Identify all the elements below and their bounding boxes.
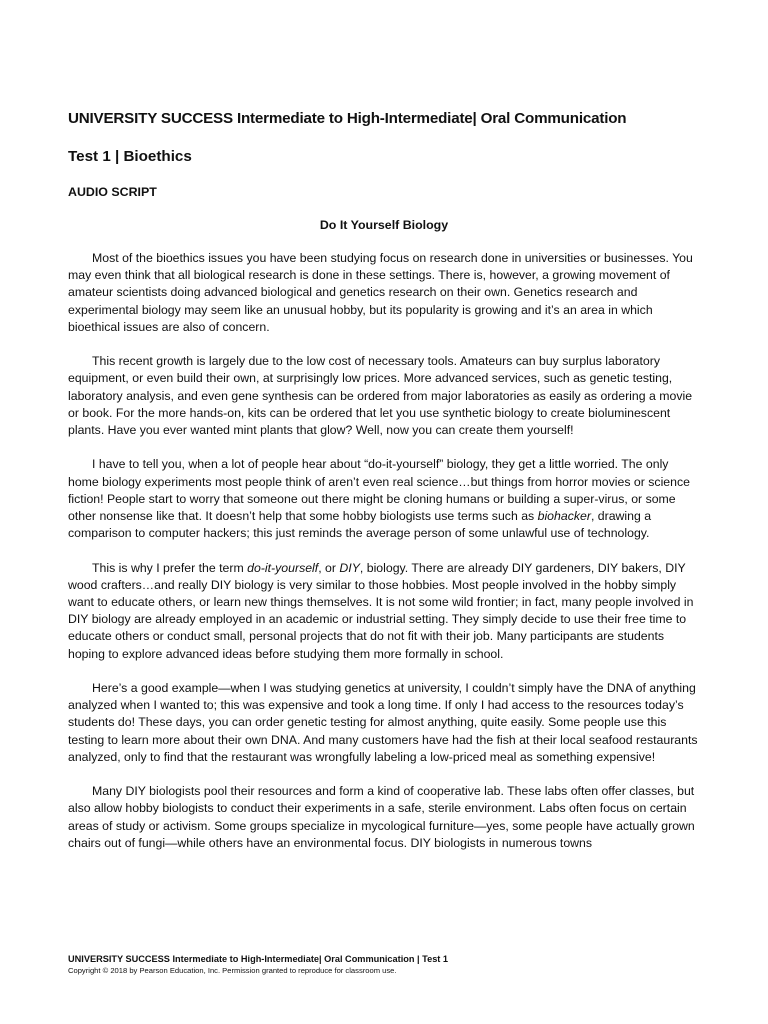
paragraph-text: Most of the bioethics issues you have been studying focus on research done in universities or businesses. You may even think that all biological research is done in these settings. There is, however, a growing movement of amateur scientists doing advanced biological and genetics research on their own. Genetics research and experimental biology may seem like an unusual hobby, but its popularity is growing and it’s an area in which bioethical issues are also of concern. bbox=[68, 251, 693, 334]
paragraph bbox=[68, 353, 702, 439]
paragraph-text: Here’s a good example—when I was studying genetics at university, I couldn’t simply have the DNA of anything analyzed when I wanted to; this was expensive and took a long time. If only I had access to the resources today’s students do! These days, you can order genetic testing for almost anything, quite easily. Some people use this testing to learn more about their own DNA. And many customers have had the fish at their local seafood restaurants analyzed, only to find that the restaurant was wrongfully labeling a low-priced meal as something expensive! bbox=[68, 681, 698, 764]
paragraph-text: I have to tell you, when a lot of people hear about “do-it-yourself” biology, they get a little worried. The only home biology experiments most people think of aren’t even real science…but things from horror movies or science fiction! People start to worry that someone out there might be cloning humans or building a super-virus, or some other nonsense like that. It doesn’t help that some hobby biologists use terms such as bbox=[68, 457, 690, 524]
paragraph-text: , biology. There are already DIY gardeners, DIY bakers, DIY wood crafters…and really DIY biology is very similar to those hobbies. Most people involved in the hobby simply want to educate others, or learn new things themselves. It is not some wild frontier; in fact, many people involved in DIY biology are already employed in an academic or industrial setting. They simply decide to use their free time to educate others or conduct small, personal projects that do not fit with their job. Many participants are students hoping to explore advanced ideas before studying them more formally in school. bbox=[68, 560, 694, 661]
paragraph bbox=[68, 250, 702, 336]
paragraph bbox=[68, 560, 702, 663]
footer-copyright: Copyright © 2018 by Pearson Education, Inc. Permission granted to reproduce for classroom use. bbox=[68, 966, 397, 975]
paragraph-text: Many DIY biologists pool their resources and form a kind of cooperative lab. These labs often offer classes, but also allow hobby biologists to conduct their experiments in a safe, sterile environment. Labs often focus on certain areas of study or activism. Some groups specialize in mycological furniture—yes, some people have actually grown chairs out of fungi—while others have an environmental focus. DIY biologists in numerous towns bbox=[68, 784, 695, 850]
footer-title: UNIVERSITY SUCCESS Intermediate to High-Intermediate| Oral Communication | Test 1 bbox=[68, 954, 449, 964]
article-title: Do It Yourself Biology bbox=[319, 218, 449, 232]
brand-name: UNIVERSITY SUCCESS bbox=[68, 110, 233, 127]
paragraph-text: This recent growth is largely due to the low cost of necessary tools. Amateurs can buy surplus laboratory equipment, or even build their own, at surprisingly low prices. More advanced services, such as genetic testing, laboratory analysis, and even gene synthesis can be ordered from major laboratories as easily as ordering a movie or book. For the more hands-on, kits can be ordered that let you use synthetic biology to create bioluminescent plants. Have you ever wanted mint plants that glow? Well, now you can create them yourself! bbox=[68, 354, 693, 438]
paragraph bbox=[68, 680, 702, 766]
italic-term: do-it-yourself bbox=[247, 560, 319, 575]
paragraph bbox=[68, 456, 702, 542]
document-header bbox=[68, 110, 626, 127]
italic-term: biohacker bbox=[537, 509, 591, 524]
section-label: AUDIO SCRIPT bbox=[68, 185, 157, 199]
paragraph-text: , or bbox=[318, 560, 340, 575]
paragraph-text: , drawing a comparison to computer hackers; this just reminds the average person of some unlawful use of technology. bbox=[68, 509, 652, 541]
course-level: Intermediate to High-Intermediate| Oral Communication bbox=[236, 110, 627, 127]
italic-term: DIY bbox=[339, 560, 360, 575]
paragraph bbox=[68, 783, 702, 852]
paragraph-text: This is why I prefer the term bbox=[92, 560, 248, 575]
test-title: Test 1 | Bioethics bbox=[68, 148, 192, 165]
article-body bbox=[68, 250, 702, 869]
page-footer bbox=[68, 954, 708, 975]
